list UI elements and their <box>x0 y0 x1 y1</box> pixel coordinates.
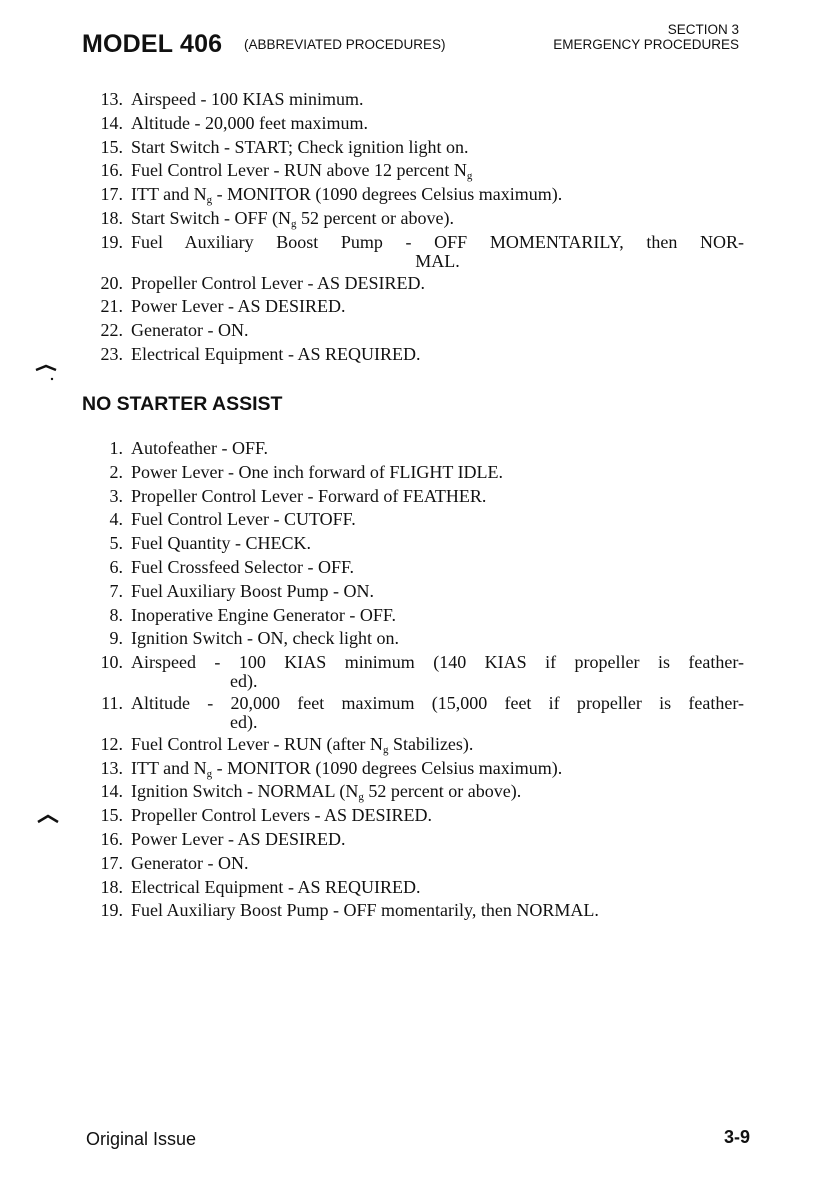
list-item <box>88 580 744 604</box>
step-text: Fuel Control Lever - RUN above 12 percent $N_g$ <box>131 160 473 183</box>
step-text: Power Lever - AS DESIRED. <box>131 296 346 317</box>
step-number: 7. <box>109 580 123 601</box>
list-item <box>88 319 744 343</box>
list-item <box>88 804 744 828</box>
step-text: Propeller Control Levers - AS DESIRED. <box>131 805 432 826</box>
step-text: Airspeed - 100 KIAS minimum. <box>131 89 364 109</box>
step-text: Start Switch - START; Check ignition light on. <box>131 136 469 157</box>
list-item <box>88 295 744 319</box>
step-number: 9. <box>109 628 123 649</box>
step-number: 21. <box>100 296 123 317</box>
step-text: Fuel Control Lever - RUN (after $N_g$ Stabilizes). <box>131 733 474 756</box>
step-text: Electrical Equipment - AS REQUIRED. <box>131 876 421 897</box>
step-text: Start Switch - OFF ($N_g$ 52 percent or above). <box>131 207 454 230</box>
step-number: 13. <box>100 89 123 109</box>
step-text: Electrical Equipment - AS REQUIRED. <box>131 343 421 364</box>
list-item <box>88 852 744 876</box>
step-continuation: ed). <box>230 711 258 732</box>
step-number: 18. <box>100 876 123 897</box>
list-item <box>88 556 744 580</box>
step-text: Inoperative Engine Generator - OFF. <box>131 604 396 625</box>
section-label <box>553 22 739 52</box>
step-number: 3. <box>109 485 123 506</box>
step-text: Autofeather - OFF. <box>131 438 269 458</box>
list-item <box>88 136 744 160</box>
list-item <box>88 692 744 716</box>
step-text: Fuel Auxiliary Boost Pump - ON. <box>131 580 375 601</box>
list-item <box>88 651 744 675</box>
step-number: 12. <box>100 733 123 754</box>
list-item <box>88 461 744 485</box>
step-number: 10. <box>100 652 123 673</box>
list-item <box>88 183 744 207</box>
step-number: 8. <box>109 604 123 625</box>
list-item <box>88 343 744 367</box>
step-number: 15. <box>100 136 123 157</box>
step-text: Ignition Switch - ON, check light on. <box>131 628 399 649</box>
list-item <box>88 485 744 509</box>
step-number: 16. <box>100 828 123 849</box>
step-continuation: MAL. <box>415 250 460 271</box>
model-title: MODEL 406 <box>82 30 223 58</box>
list-item <box>88 899 744 923</box>
step-number: 17. <box>100 852 123 873</box>
list-item <box>88 780 744 804</box>
step-text: Fuel Quantity - CHECK. <box>131 533 311 554</box>
step-text: Generator - ON. <box>131 852 249 873</box>
step-number: 19. <box>100 900 123 921</box>
step-number: 1. <box>109 438 123 458</box>
step-text: Ignition Switch - NORMAL ($N_g$ 52 percent or above). <box>131 781 522 804</box>
step-text: Fuel Control Lever - CUTOFF. <box>131 509 356 530</box>
section-heading: NO STARTER ASSIST <box>82 393 283 415</box>
list-item <box>88 532 744 556</box>
step-text: ITT and $N_g$ - MONITOR (1090 degrees Celsius maximum). <box>131 184 563 207</box>
step-number: 20. <box>100 272 123 293</box>
step-number: 22. <box>100 320 123 341</box>
list-item <box>88 828 744 852</box>
list-item <box>88 733 744 757</box>
step-text: Altitude - 20,000 feet maximum. <box>131 112 368 133</box>
continued-steps-list <box>88 88 744 367</box>
step-number: 4. <box>109 509 123 530</box>
step-text: Fuel Auxiliary Boost Pump - OFF MOMENTARILY, then NOR- <box>131 231 744 252</box>
step-number: 17. <box>100 184 123 205</box>
step-number: 11. <box>101 692 123 713</box>
list-item <box>88 604 744 628</box>
section-number: SECTION 3 <box>667 22 739 37</box>
list-item <box>88 88 744 112</box>
list-item <box>88 272 744 296</box>
list-item <box>88 757 744 781</box>
step-number: 5. <box>109 533 123 554</box>
step-text: ITT and $N_g$ - MONITOR (1090 degrees Celsius maximum). <box>131 757 563 780</box>
step-number: 6. <box>109 556 123 577</box>
list-item <box>88 112 744 136</box>
section-title: EMERGENCY PROCEDURES <box>553 37 739 52</box>
change-bar-icon <box>36 810 66 826</box>
change-bar-icon <box>34 360 64 382</box>
step-text: Altitude - 20,000 feet maximum (15,000 feet if propeller is feather- <box>131 692 744 713</box>
step-continuation: ed). <box>230 670 258 691</box>
step-text: Fuel Crossfeed Selector - OFF. <box>131 556 355 577</box>
footer-issue: Original Issue <box>86 1129 197 1149</box>
step-text: Power Lever - One inch forward of FLIGHT IDLE. <box>131 461 504 482</box>
step-text: Propeller Control Lever - Forward of FEATHER. <box>131 485 487 506</box>
step-number: 14. <box>100 112 123 133</box>
step-number: 2. <box>109 461 123 482</box>
list-item <box>88 508 744 532</box>
list-item <box>88 876 744 900</box>
step-text: Power Lever - AS DESIRED. <box>131 828 346 849</box>
step-number: 13. <box>100 757 123 778</box>
step-number: 19. <box>100 231 123 252</box>
step-text: Fuel Auxiliary Boost Pump - OFF momentarily, then NORMAL. <box>131 900 599 921</box>
step-text: Airspeed - 100 KIAS minimum (140 KIAS if propeller is feather- <box>131 652 744 673</box>
step-number: 15. <box>100 805 123 826</box>
step-text: Generator - ON. <box>131 320 249 341</box>
list-item <box>88 207 744 231</box>
list-item <box>88 627 744 651</box>
list-item <box>88 437 744 461</box>
page-number: 3-9 <box>723 1127 750 1147</box>
step-number: 23. <box>100 343 123 364</box>
list-item <box>88 159 744 183</box>
step-number: 18. <box>100 207 123 228</box>
no-starter-steps-list <box>88 437 744 923</box>
step-number: 14. <box>100 781 123 802</box>
step-text: Propeller Control Lever - AS DESIRED. <box>131 272 425 293</box>
step-number: 16. <box>100 160 123 181</box>
header-subtitle: (ABBREVIATED PROCEDURES) <box>244 37 446 52</box>
